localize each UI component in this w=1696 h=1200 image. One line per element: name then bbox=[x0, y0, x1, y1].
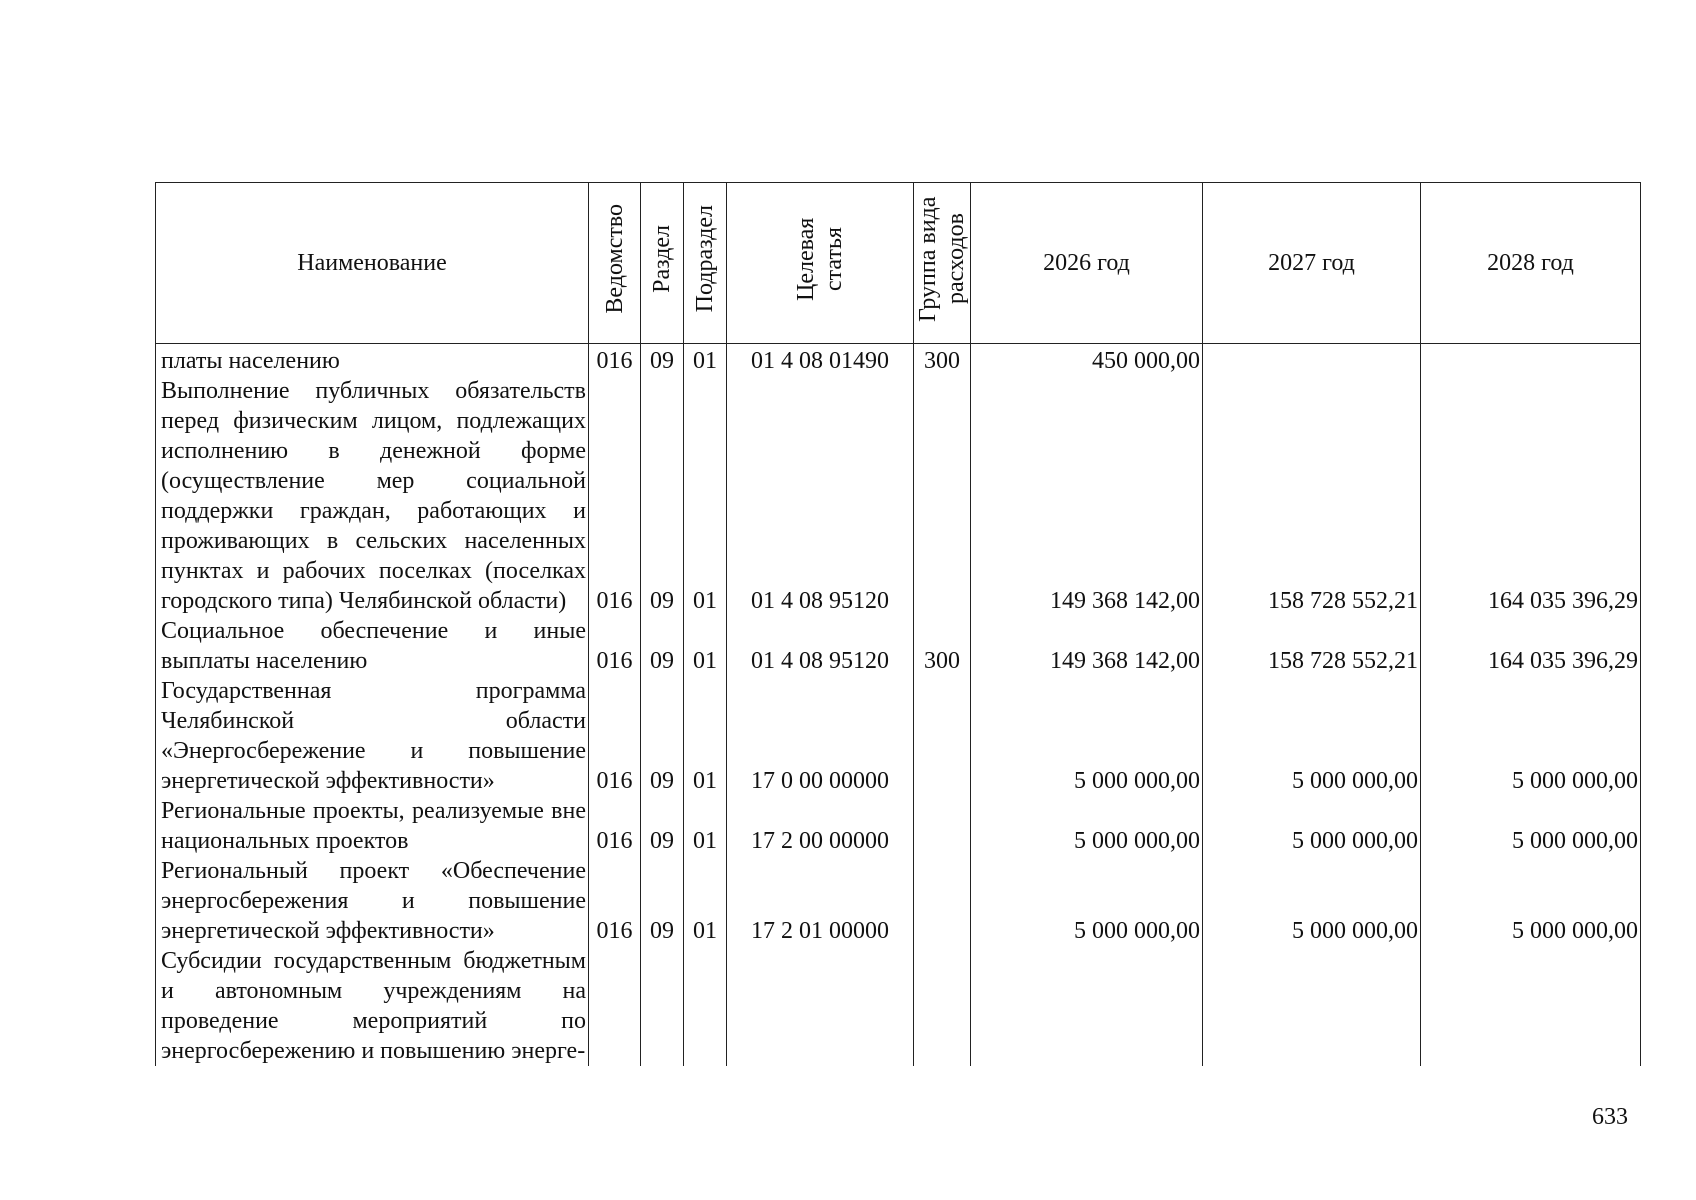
cell-dept: 016 bbox=[589, 856, 641, 946]
cell-subsection bbox=[684, 946, 727, 1066]
table-body bbox=[156, 344, 1641, 1067]
cell-section: 09 bbox=[641, 376, 684, 616]
header-name: Наименование bbox=[156, 183, 589, 344]
cell-dept: 016 bbox=[589, 616, 641, 676]
table-row bbox=[156, 376, 1641, 616]
cell-2026: 5 000 000,00 bbox=[971, 856, 1203, 946]
cell-2028: 5 000 000,00 bbox=[1421, 676, 1641, 796]
cell-2026: 149 368 142,00 bbox=[971, 616, 1203, 676]
header-group: Группа вида расходов bbox=[914, 183, 971, 344]
cell-section: 09 bbox=[641, 856, 684, 946]
cell-2026 bbox=[971, 946, 1203, 1066]
budget-table bbox=[155, 182, 1641, 1066]
table-row bbox=[156, 796, 1641, 856]
cell-section: 09 bbox=[641, 616, 684, 676]
table-row bbox=[156, 946, 1641, 1066]
cell-subsection: 01 bbox=[684, 796, 727, 856]
cell-2027: 5 000 000,00 bbox=[1203, 676, 1421, 796]
header-target: Целевая статья bbox=[727, 183, 914, 344]
header-dept: Ведомство bbox=[589, 183, 641, 344]
page-number: 633 bbox=[1592, 1104, 1628, 1130]
cell-2027: 5 000 000,00 bbox=[1203, 796, 1421, 856]
table-row bbox=[156, 344, 1641, 377]
cell-dept: 016 bbox=[589, 796, 641, 856]
cell-2026: 149 368 142,00 bbox=[971, 376, 1203, 616]
cell-group: 300 bbox=[914, 616, 971, 676]
cell-name: платы населению bbox=[156, 344, 589, 377]
cell-section bbox=[641, 946, 684, 1066]
cell-target: 01 4 08 01490 bbox=[727, 344, 914, 377]
header-2026: 2026 год bbox=[971, 183, 1203, 344]
cell-dept: 016 bbox=[589, 376, 641, 616]
cell-target: 17 2 01 00000 bbox=[727, 856, 914, 946]
cell-2028 bbox=[1421, 946, 1641, 1066]
cell-group bbox=[914, 676, 971, 796]
cell-target: 17 0 00 00000 bbox=[727, 676, 914, 796]
cell-target: 01 4 08 95120 bbox=[727, 616, 914, 676]
cell-2026: 5 000 000,00 bbox=[971, 796, 1203, 856]
cell-target bbox=[727, 946, 914, 1066]
table-row bbox=[156, 856, 1641, 946]
cell-name: Государственная программа Челябинской области «Энергосбережение и повышение энергетической эффективности» bbox=[156, 676, 589, 796]
table-row bbox=[156, 616, 1641, 676]
budget-table-container bbox=[155, 182, 1641, 1066]
cell-dept: 016 bbox=[589, 344, 641, 377]
cell-2027: 5 000 000,00 bbox=[1203, 856, 1421, 946]
cell-subsection: 01 bbox=[684, 376, 727, 616]
cell-name: Социальное обеспечение и иные выплаты населению bbox=[156, 616, 589, 676]
cell-group bbox=[914, 946, 971, 1066]
cell-target: 17 2 00 00000 bbox=[727, 796, 914, 856]
cell-name: Региональные проекты, реализуемые вне национальных проектов bbox=[156, 796, 589, 856]
cell-2027 bbox=[1203, 344, 1421, 377]
cell-name: Выполнение публичных обязательств перед физическим лицом, подлежащих исполнению в денежной форме (осуществление мер социальной поддержки граждан, работающих и проживающих в сельских населенных пунктах и рабочих поселках (поселках городского типа) Челябинской области) bbox=[156, 376, 589, 616]
cell-2028: 164 035 396,29 bbox=[1421, 616, 1641, 676]
cell-group bbox=[914, 856, 971, 946]
cell-2026: 5 000 000,00 bbox=[971, 676, 1203, 796]
cell-group bbox=[914, 376, 971, 616]
header-section: Раздел bbox=[641, 183, 684, 344]
header-2028: 2028 год bbox=[1421, 183, 1641, 344]
cell-2028: 164 035 396,29 bbox=[1421, 376, 1641, 616]
cell-group bbox=[914, 796, 971, 856]
cell-2027: 158 728 552,21 bbox=[1203, 616, 1421, 676]
cell-2027: 158 728 552,21 bbox=[1203, 376, 1421, 616]
table-header-row bbox=[156, 183, 1641, 344]
cell-section: 09 bbox=[641, 796, 684, 856]
cell-2028 bbox=[1421, 344, 1641, 377]
cell-2026: 450 000,00 bbox=[971, 344, 1203, 377]
header-subsection: Подраздел bbox=[684, 183, 727, 344]
cell-target: 01 4 08 95120 bbox=[727, 376, 914, 616]
cell-2027 bbox=[1203, 946, 1421, 1066]
cell-name: Региональный проект «Обеспечение энергосбережения и повышение энергетической эффективности» bbox=[156, 856, 589, 946]
cell-dept: 016 bbox=[589, 676, 641, 796]
cell-section: 09 bbox=[641, 676, 684, 796]
cell-subsection: 01 bbox=[684, 616, 727, 676]
cell-2028: 5 000 000,00 bbox=[1421, 856, 1641, 946]
header-2027: 2027 год bbox=[1203, 183, 1421, 344]
table-row bbox=[156, 676, 1641, 796]
cell-subsection: 01 bbox=[684, 856, 727, 946]
cell-name: Субсидии государственным бюджетным и автономным учреждениям на проведение мероприятий по энергосбережению и повышению энерге- bbox=[156, 946, 589, 1066]
cell-dept bbox=[589, 946, 641, 1066]
cell-subsection: 01 bbox=[684, 676, 727, 796]
cell-section: 09 bbox=[641, 344, 684, 377]
cell-group: 300 bbox=[914, 344, 971, 377]
cell-2028: 5 000 000,00 bbox=[1421, 796, 1641, 856]
cell-subsection: 01 bbox=[684, 344, 727, 377]
